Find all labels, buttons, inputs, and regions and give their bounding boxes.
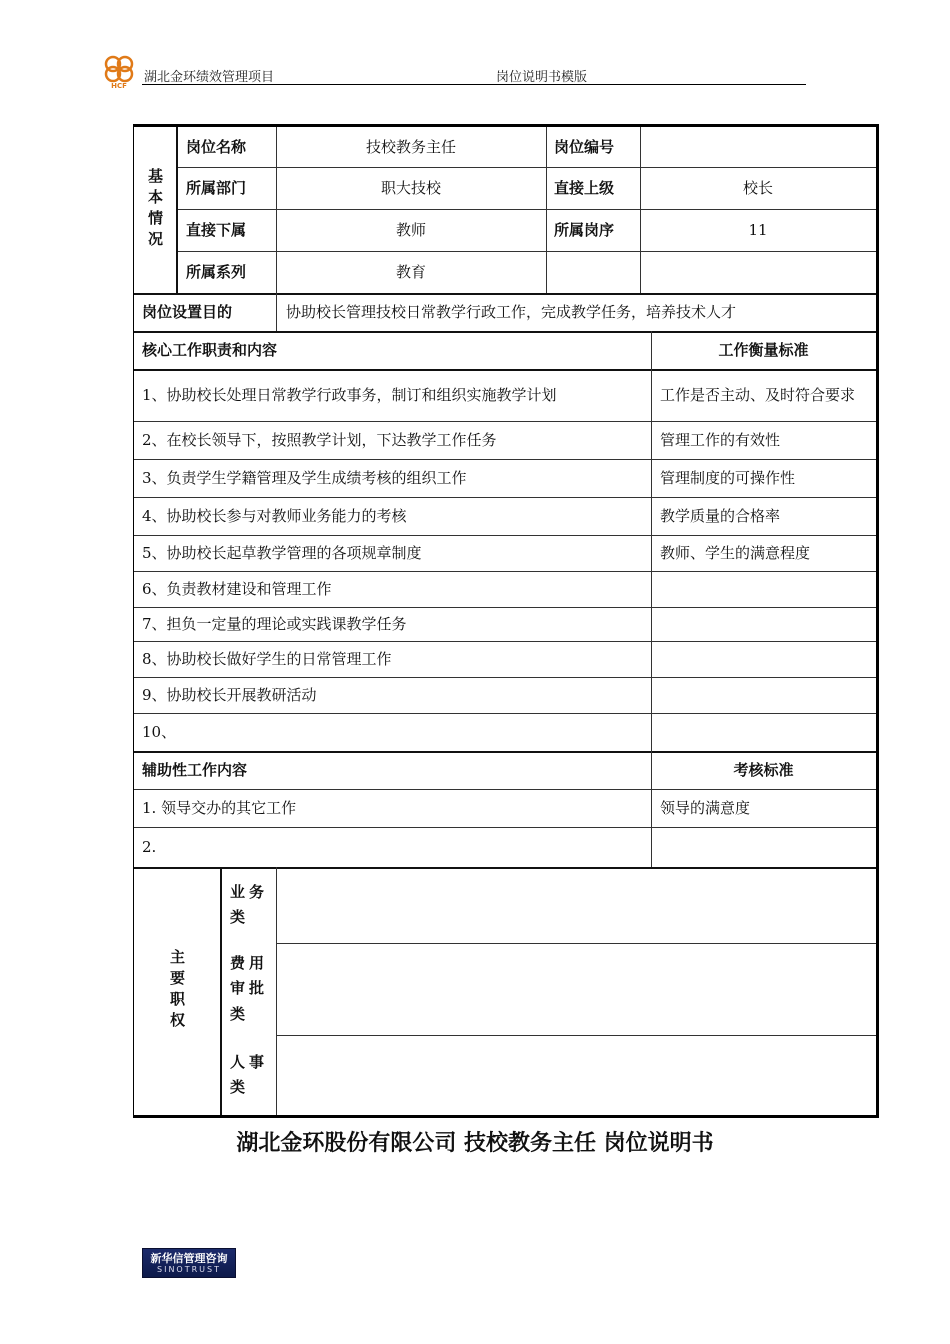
core-duty-row-3: 3、负责学生学籍管理及学生成绩考核的组织工作 bbox=[142, 469, 467, 487]
aux-standard-header: 考核标准 bbox=[733, 761, 794, 779]
authority-hr-content bbox=[284, 1035, 874, 1115]
document-title: 湖北金环股份有限公司 技校教务主任 岗位说明书 bbox=[236, 1131, 714, 1156]
company-logo bbox=[100, 52, 138, 90]
sinotrust-logo bbox=[142, 1248, 236, 1278]
aux-duty-row-1: 1. 领导交办的其它工作 bbox=[142, 799, 297, 817]
core-duty-row-10: 10、 bbox=[142, 723, 177, 741]
subordinate-label: 直接下属 bbox=[186, 221, 247, 239]
sequence-value: 11 bbox=[748, 221, 768, 239]
core-duty-row-1: 1、协助校长处理日常教学行政事务，制订和组织实施教学计划 bbox=[142, 386, 557, 404]
post-name-label: 岗位名称 bbox=[186, 138, 247, 156]
superior-value: 校长 bbox=[742, 179, 773, 197]
core-standard-row-2: 管理工作的有效性 bbox=[660, 431, 781, 449]
core-duty-row-2: 2、在校长领导下，按照教学计划，下达教学工作任务 bbox=[142, 431, 497, 449]
core-duty-row-6: 6、负责教材建设和管理工作 bbox=[142, 580, 332, 598]
core-duty-row-9: 9、协助校长开展教研活动 bbox=[142, 686, 317, 704]
authority-business-label: 业务类 bbox=[230, 882, 269, 926]
core-standard-row-10 bbox=[660, 713, 872, 751]
logo-text: HCF bbox=[111, 82, 127, 90]
aux-standard-row-1: 领导的满意度 bbox=[660, 799, 751, 817]
core-standard-row-8 bbox=[660, 641, 872, 677]
superior-label: 直接上级 bbox=[554, 179, 615, 197]
subordinate-value: 教师 bbox=[395, 221, 426, 239]
aux-standard-row-2 bbox=[660, 827, 872, 867]
aux-duties-header: 辅助性工作内容 bbox=[142, 761, 248, 779]
authority-hr-label: 人事类 bbox=[230, 1052, 269, 1096]
core-standard-row-3: 管理制度的可操作性 bbox=[660, 469, 796, 487]
core-standard-row-6 bbox=[660, 571, 872, 607]
post-no-value bbox=[640, 127, 876, 167]
core-standard-row-5: 教师、学生的满意程度 bbox=[660, 544, 811, 562]
post-name-value: 技校教务主任 bbox=[365, 138, 456, 156]
purpose-text: 协助校长管理技校日常教学行政工作，完成教学任务，培养技术人才 bbox=[286, 303, 737, 321]
authority-expense-content bbox=[284, 943, 874, 1035]
core-duty-row-7: 7、担负一定量的理论或实践课教学任务 bbox=[142, 615, 407, 633]
dept-label: 所属部门 bbox=[186, 179, 247, 197]
core-standard-row-7 bbox=[660, 607, 872, 641]
core-standard-row-9 bbox=[660, 677, 872, 713]
core-standard-row-1: 工作是否主动、及时符合要求 bbox=[660, 386, 856, 404]
header-rule bbox=[142, 84, 806, 85]
basic-section-label: 基本情况 bbox=[146, 168, 164, 252]
core-duty-row-4: 4、协助校长参与对教师业务能力的考核 bbox=[142, 507, 407, 525]
core-duty-row-8: 8、协助校长做好学生的日常管理工作 bbox=[142, 650, 392, 668]
authority-section-label: 主要职权 bbox=[168, 949, 186, 1033]
job-description-form bbox=[133, 124, 879, 1118]
brand-cn: 新华信管理咨询 bbox=[150, 1252, 228, 1265]
authority-expense-label: 费用审批类 bbox=[230, 953, 269, 1023]
authority-business-content bbox=[284, 867, 874, 943]
header-doc-type: 岗位说明书模版 bbox=[496, 70, 588, 85]
core-standard-row-4: 教学质量的合格率 bbox=[660, 507, 781, 525]
post-no-label: 岗位编号 bbox=[554, 138, 615, 156]
series-value: 教育 bbox=[395, 263, 426, 281]
series-label: 所属系列 bbox=[186, 263, 247, 281]
sequence-label: 所属岗序 bbox=[554, 221, 615, 239]
aux-duty-row-2: 2. bbox=[142, 838, 157, 856]
purpose-label: 岗位设置目的 bbox=[142, 303, 233, 321]
dept-value: 职大技校 bbox=[380, 179, 441, 197]
brand-en: SINOTRUST bbox=[157, 1265, 221, 1274]
core-duty-row-5: 5、协助校长起草教学管理的各项规章制度 bbox=[142, 544, 422, 562]
core-standard-header: 工作衡量标准 bbox=[718, 341, 809, 359]
core-duties-header: 核心工作职责和内容 bbox=[142, 341, 278, 359]
header-project: 湖北金环绩效管理项目 bbox=[144, 70, 275, 85]
